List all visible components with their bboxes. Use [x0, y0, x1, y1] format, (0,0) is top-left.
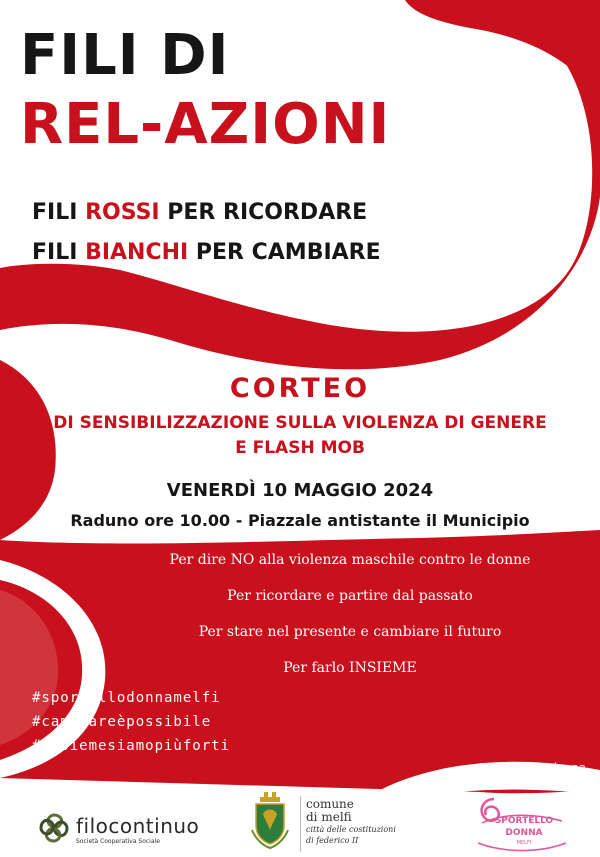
- melfi-line-2: di melfi: [306, 810, 352, 824]
- filocontinuo-subtitle: Società Cooperativa Sociale: [76, 838, 160, 845]
- message-3: Per stare nel presente e cambiare il futuro: [198, 624, 502, 640]
- message-4: Per farlo INSIEME: [283, 660, 417, 676]
- melfi-coat-of-arms: [248, 790, 292, 850]
- event-date: VENERDÌ 10 MAGGIO 2024: [166, 480, 434, 501]
- subtitle-1-b: ROSSI: [85, 200, 160, 225]
- title-line-2: REL-AZIONI: [20, 92, 391, 157]
- hashtag-2: #cambiareèpossibile: [32, 714, 212, 730]
- subtitle-2-a: FILI: [32, 240, 86, 265]
- title-line-1: FILI DI: [20, 23, 230, 88]
- sportello-line-3: MELFI: [516, 840, 532, 846]
- melfi-divider: [300, 796, 301, 852]
- subtitle-1-a: FILI: [32, 200, 86, 225]
- subtitle-1-c: PER RICORDARE: [159, 200, 368, 225]
- sportello-line-2: DONNA: [505, 828, 543, 838]
- knot-icon: [38, 812, 70, 844]
- melfi-line-4: di federico II: [306, 836, 359, 845]
- contact-line-1: Sportello donna: [477, 761, 586, 775]
- contact-line-2: info 3386054430: [477, 774, 586, 788]
- melfi-line-3: città delle costituzioni: [306, 825, 396, 834]
- hashtag-3: #insiemesiamopiùforti: [32, 738, 231, 754]
- hashtag-1: #sportellodonnamelfi: [32, 690, 221, 706]
- event-line-1: DI SENSIBILIZZAZIONE SULLA VIOLENZA DI GENERE: [53, 413, 547, 433]
- melfi-line-1: comune: [306, 797, 354, 811]
- event-line-2: E FLASH MOB: [235, 438, 365, 458]
- subtitle-line-2: [32, 240, 381, 265]
- event-meeting: Raduno ore 10.00 - Piazzale antistante il Municipio: [70, 511, 530, 530]
- coat-of-arms-icon: [248, 790, 292, 850]
- subtitle-2-b: BIANCHI: [85, 240, 189, 265]
- sportello-donna-logo: [474, 793, 570, 855]
- message-2: Per ricordare e partire dal passato: [227, 588, 473, 604]
- contact-info: [478, 762, 586, 788]
- subtitle-line-1: [32, 200, 367, 225]
- event-heading: CORTEO: [229, 373, 371, 404]
- sportello-line-1: SPORTELLO: [494, 816, 554, 826]
- subtitle-2-c: PER CAMBIARE: [188, 240, 381, 265]
- melfi-text: [306, 798, 396, 846]
- filocontinuo-logo: [38, 808, 218, 848]
- message-1: Per dire NO alla violenza maschile contro le donne: [169, 552, 531, 568]
- filocontinuo-name: filocontinuo: [76, 814, 200, 838]
